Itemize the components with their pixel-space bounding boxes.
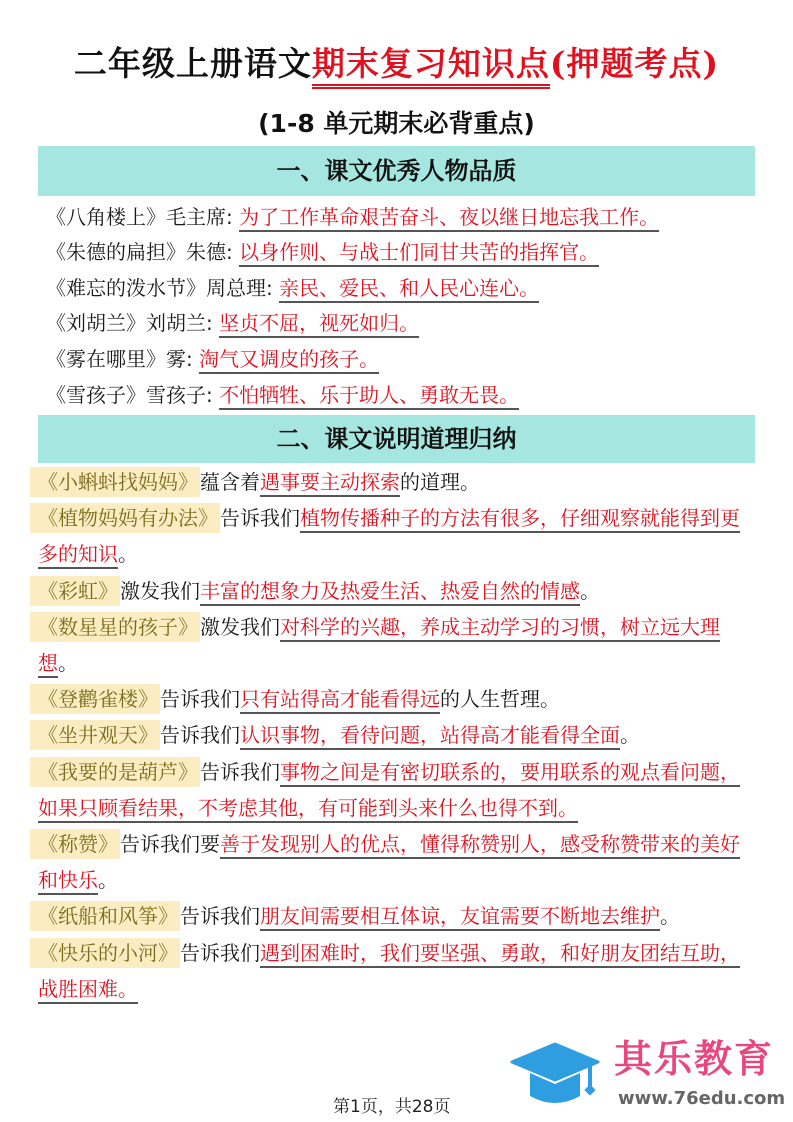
- person-name: 雪孩子:: [146, 383, 213, 407]
- tail: 。: [660, 904, 680, 929]
- lesson-title: 《难忘的泼水节》: [46, 276, 206, 300]
- verb: 激发我们: [200, 614, 280, 639]
- verb: 告诉我们: [160, 687, 240, 712]
- lesson-text: 对科学的兴趣，养成主动学习的习惯，树立远大理想: [38, 615, 720, 678]
- list-item: [38, 717, 758, 753]
- title-red-tail: (押题考点): [549, 44, 720, 83]
- verb: 告诉我们: [200, 759, 280, 784]
- person-name: 周总理:: [206, 276, 273, 300]
- lesson-text: 善于发现别人的优点，懂得称赞别人，感受称赞带来的美好和快乐: [38, 832, 740, 895]
- lesson-text: 丰富的想象力及热爱生活、热爱自然的情感: [200, 579, 580, 606]
- tail: 的道理。: [400, 470, 480, 494]
- section2-list: [38, 464, 758, 1007]
- lesson-title: 《坐井观天》: [30, 720, 160, 750]
- quality-text: 坚贞不屈，视死如归。: [219, 311, 419, 338]
- list-item: [46, 380, 519, 410]
- lesson-title: 《我要的是葫芦》: [30, 757, 200, 787]
- title-black-part: 二年级上册语文: [73, 44, 312, 83]
- lesson-title: 《纸船和风筝》: [30, 901, 180, 931]
- list-item: [38, 935, 758, 1007]
- lesson-text: 事物之间是有密切联系的，要用联系的观点看问题，如果只顾看结果，不考虑其他，有可能到头来什么也得不到。: [38, 760, 740, 823]
- verb: 蕴含着: [200, 470, 260, 494]
- list-item: [38, 754, 758, 826]
- tail: 。: [580, 578, 600, 603]
- person-name: 雾:: [166, 347, 193, 371]
- list-item: [46, 273, 539, 303]
- lesson-title: 《八角楼上》: [46, 205, 166, 229]
- list-item: [38, 898, 758, 934]
- list-item: [38, 500, 758, 572]
- lesson-text: 遇到困难时，我们要坚强、勇敢，和好朋友团结互助，战胜困难。: [38, 941, 740, 1004]
- lesson-text: 只有站得高才能看得远: [240, 687, 440, 714]
- graduation-cap-icon: [510, 1040, 600, 1110]
- lesson-text: 植物传播种子的方法有很多，仔细观察就能得到更多的知识: [38, 506, 740, 569]
- document-subtitle: (1-8 单元期末必背重点): [258, 109, 535, 138]
- verb: 激发我们: [120, 578, 200, 603]
- lesson-title: 《彩虹》: [30, 576, 120, 606]
- section1-heading: 一、课文优秀人物品质: [38, 146, 755, 196]
- lesson-title: 《雾在哪里》: [46, 347, 166, 371]
- tail: 。: [620, 723, 640, 748]
- list-item: [46, 344, 379, 374]
- list-item: [38, 826, 758, 898]
- lesson-title: 《数星星的孩子》: [30, 612, 200, 642]
- lesson-title: 《小蝌蚪找妈妈》: [30, 467, 200, 497]
- section2-heading: 二、课文说明道理归纳: [38, 415, 755, 463]
- lesson-text: 朋友间需要相互体谅，友谊需要不断地去维护: [260, 904, 660, 931]
- person-name: 毛主席:: [166, 205, 233, 229]
- lesson-title: 《登鹳雀楼》: [30, 684, 160, 714]
- list-item: [46, 237, 599, 267]
- list-item: [38, 573, 758, 609]
- person-name: 朱德:: [186, 240, 233, 264]
- tail: 。: [58, 651, 78, 676]
- tail: 。: [118, 542, 138, 567]
- title-red-underlined-part: 期末复习知识点: [312, 44, 550, 89]
- quality-text: 以身作则、与战士们同甘共苦的指挥官。: [239, 240, 599, 267]
- verb: 告诉我们: [180, 940, 260, 965]
- lesson-title: 《称赞》: [30, 829, 120, 859]
- lesson-title: 《刘胡兰》: [46, 311, 146, 335]
- lesson-text: 遇事要主动探索: [260, 470, 400, 497]
- quality-text: 亲民、爱民、和人民心连心。: [279, 276, 539, 303]
- list-item: [38, 681, 758, 717]
- page-indicator: 第1页，共28页: [333, 1097, 451, 1117]
- verb: 告诉我们: [180, 904, 260, 929]
- quality-text: 为了工作革命艰苦奋斗、夜以继日地忘我工作。: [239, 205, 659, 232]
- verb: 告诉我们要: [120, 832, 220, 857]
- list-item: [46, 308, 419, 338]
- lesson-text: 认识事物，看待问题，站得高才能看得全面: [240, 723, 620, 750]
- brand-name: 其乐教育: [614, 1037, 775, 1081]
- lesson-title: 《雪孩子》: [46, 383, 146, 407]
- quality-text: 不怕牺牲、乐于助人、勇敢无畏。: [219, 383, 519, 410]
- lesson-title: 《快乐的小河》: [30, 938, 180, 968]
- list-item: [46, 202, 659, 232]
- quality-text: 淘气又调皮的孩子。: [199, 347, 379, 374]
- list-item: [38, 464, 758, 500]
- list-item: [38, 609, 758, 681]
- tail: 的人生哲理。: [440, 687, 560, 712]
- tail: 。: [98, 868, 118, 893]
- person-name: 刘胡兰:: [146, 311, 213, 335]
- brand-url: www.76edu.com: [618, 1088, 786, 1109]
- lesson-title: 《植物妈妈有办法》: [30, 503, 220, 533]
- document-title: [0, 40, 793, 88]
- lesson-title: 《朱德的扁担》: [46, 240, 186, 264]
- verb: 告诉我们: [160, 723, 240, 748]
- verb: 告诉我们: [220, 506, 300, 531]
